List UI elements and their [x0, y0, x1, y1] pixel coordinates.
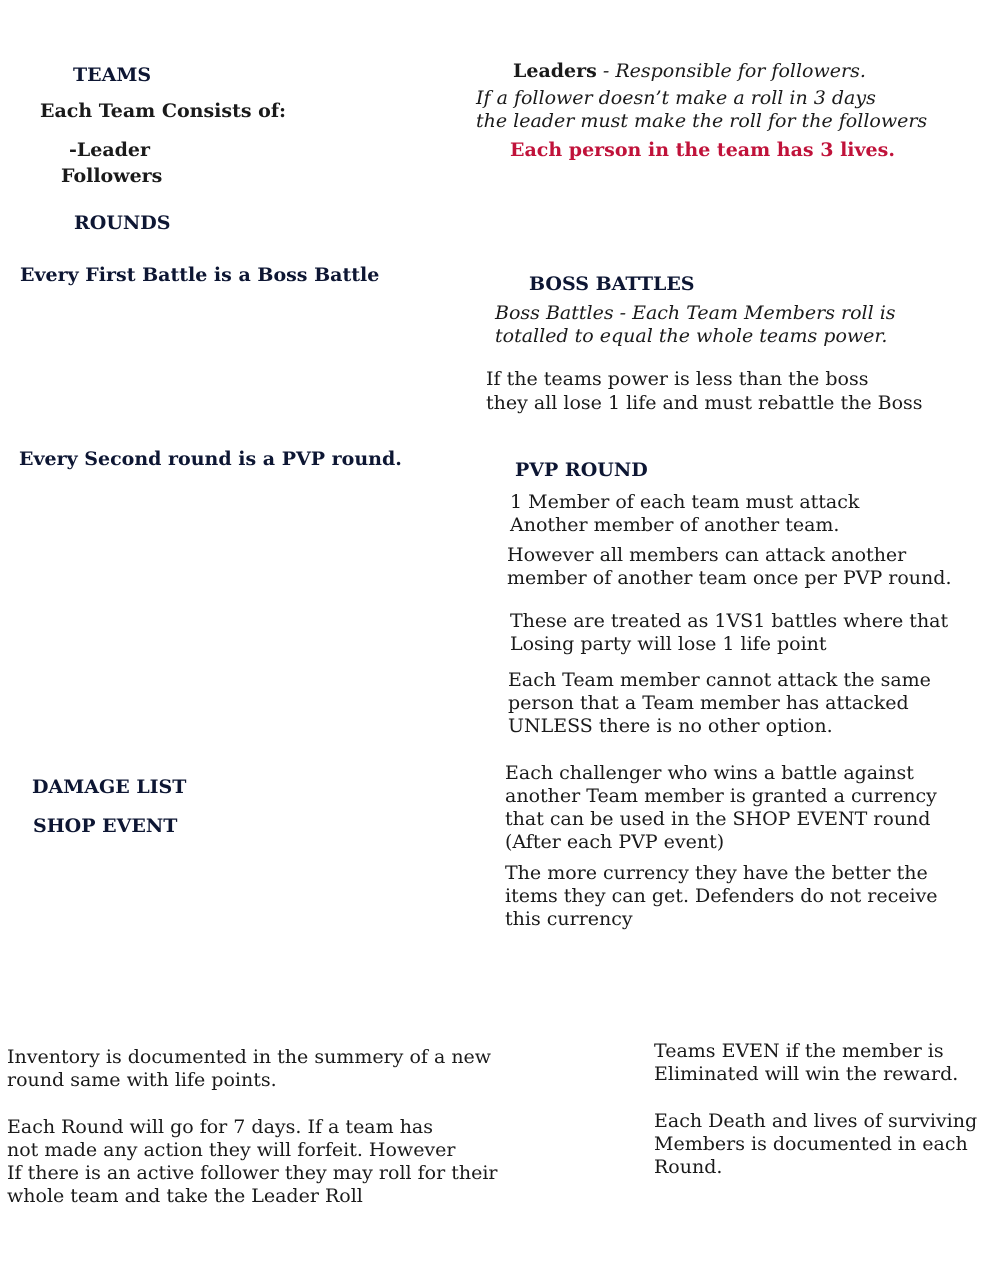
paragraph-line: Another member of another team. [510, 514, 840, 536]
paragraph-line: Eliminated will win the reward. [654, 1063, 959, 1085]
boss-rule-line3: If the teams power is less than the boss [486, 368, 869, 390]
paragraph-line: UNLESS there is no other option. [508, 715, 833, 737]
lives-notice: Each person in the team has 3 lives. [510, 139, 895, 161]
paragraph-line: Inventory is documented in the summery of a new [7, 1046, 492, 1068]
paragraph-line: The more currency they have the better the [505, 862, 928, 884]
first-battle-text: Every First Battle is a Boss Battle [20, 264, 380, 286]
paragraph-line: Round. [654, 1156, 723, 1178]
paragraph-line: Teams EVEN if the member is [654, 1040, 944, 1062]
paragraph-line: items they can get. Defenders do not receive [505, 885, 938, 907]
paragraph-line: Each Team member cannot attack the same [508, 669, 931, 691]
paragraph-line: Each Round will go for 7 days. If a team has [7, 1116, 434, 1138]
leaders-rule-line1: If a follower doesn’t make a roll in 3 days [476, 87, 876, 109]
paragraph-line: Each Death and lives of surviving [654, 1110, 978, 1132]
pvp-paragraph-6 [505, 862, 938, 931]
pvp-paragraph-1 [510, 491, 859, 537]
rounds-heading: ROUNDS [74, 212, 171, 234]
pvp-paragraph-3 [510, 610, 948, 656]
pvp-paragraph-4 [508, 669, 931, 738]
paragraph-line: person that a Team member has attacked [508, 692, 909, 714]
paragraph-line: (After each PVP event) [505, 831, 725, 853]
paragraph-line: another Team member is granted a currency [505, 785, 937, 807]
paragraph-line: Losing party will lose 1 life point [510, 633, 827, 655]
paragraph-line: round same with life points. [7, 1069, 277, 1091]
leaders-rule-line2: the leader must make the roll for the followers [476, 110, 928, 132]
paragraph-line: not made any action they will forfeit. However [7, 1139, 456, 1161]
boss-rule-line1: Boss Battles - Each Team Members roll is [495, 302, 896, 324]
death-documentation-paragraph [654, 1110, 977, 1179]
boss-rule-line2: totalled to equal the whole teams power. [495, 325, 888, 347]
leaders-line [513, 60, 866, 83]
followers-item: Followers [61, 165, 163, 187]
leaders-label: Leaders [513, 60, 597, 82]
round-duration-paragraph [7, 1116, 498, 1208]
boss-rule-line4: they all lose 1 life and must rebattle the Boss [486, 392, 923, 414]
pvp-round-heading: PVP ROUND [515, 459, 648, 481]
leader-item: -Leader [69, 139, 151, 161]
inventory-paragraph [7, 1046, 491, 1092]
paragraph-line: this currency [505, 908, 633, 930]
paragraph-line: member of another team once per PVP round. [507, 567, 952, 589]
pvp-paragraph-5 [505, 762, 937, 854]
pvp-paragraph-2 [507, 544, 951, 590]
paragraph-line: that can be used in the SHOP EVENT round [505, 808, 931, 830]
second-round-text: Every Second round is a PVP round. [19, 448, 402, 470]
reward-paragraph [654, 1040, 958, 1086]
boss-battles-heading: BOSS BATTLES [529, 273, 695, 295]
team-consists-text: Each Team Consists of: [40, 100, 287, 122]
paragraph-line: 1 Member of each team must attack [510, 491, 860, 513]
paragraph-line: whole team and take the Leader Roll [7, 1185, 363, 1207]
paragraph-line: These are treated as 1VS1 battles where that [510, 610, 949, 632]
shop-event-heading: SHOP EVENT [33, 815, 178, 837]
paragraph-line: However all members can attack another [507, 544, 907, 566]
teams-heading: TEAMS [73, 64, 152, 86]
paragraph-line: Each challenger who wins a battle against [505, 762, 914, 784]
paragraph-line: Members is documented in each [654, 1133, 968, 1155]
damage-list-heading: DAMAGE LIST [32, 776, 187, 798]
paragraph-line: If there is an active follower they may roll for their [7, 1162, 498, 1184]
leaders-desc: - Responsible for followers. [596, 60, 866, 82]
